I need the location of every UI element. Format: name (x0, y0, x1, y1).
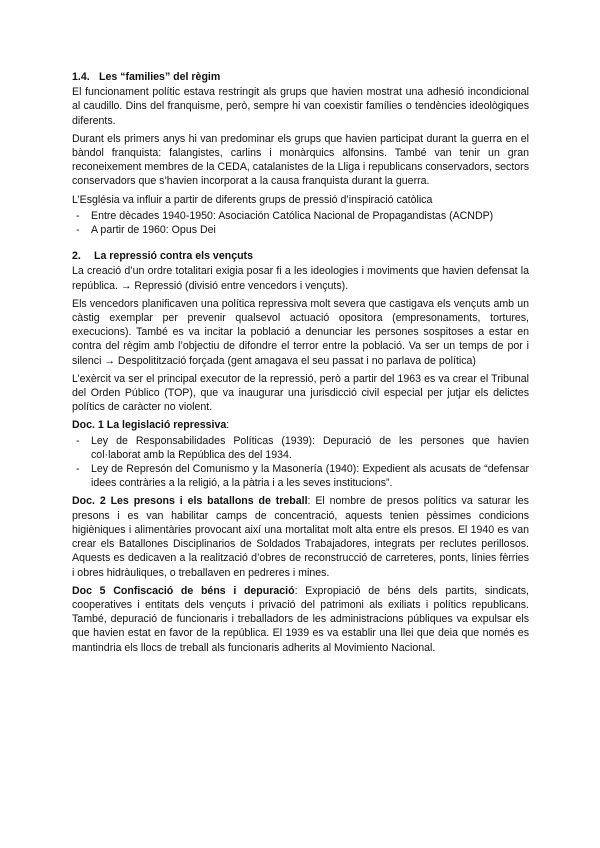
doc5-paragraph (72, 584, 529, 655)
section-number: 2. (72, 250, 81, 263)
section-heading-1-4 (72, 70, 529, 84)
paragraph: L’Església va influir a partir de diferents grups de pressió d’inspiració catòlica (72, 193, 433, 206)
list-item (72, 209, 529, 223)
doc1-heading-line (72, 418, 529, 432)
list-item-text: Ley de Responsabilidades Políticas (1939): Depuració de les persones que havien col·laborat amb la República des del 1934. (91, 434, 529, 461)
list-item (72, 462, 529, 490)
section-title: Les “families” del règim (99, 71, 221, 83)
repressive-laws-list (72, 434, 529, 491)
doc2-paragraph (72, 494, 529, 579)
doc5-title: Doc 5 Confiscació de béns i depuració (72, 584, 295, 597)
doc2-text: : El nombre de presos polítics va saturar les presons i es van habilitar camps de concentració, aquests tenien pèssimes condicions higièniques i alimentàries provocant així una mortalitat molt alta entre els presos. El 1940 es van crear els Batallones Disciplinarios de Soldados Trabajadores, integrats per reclutes perillosos. Aquests es dedicaven a la realització d’obres de reconstrucció de carreteres, ponts, línies fèrries i obres hidràuliques, o treballaven en pedreres i mines. (72, 495, 529, 579)
section-number: 1.4. (72, 71, 90, 83)
doc1-title: Doc. 1 La legislació repressiva (72, 419, 227, 432)
church-groups-list (72, 209, 529, 237)
section-heading-2 (72, 249, 529, 263)
paragraph: Els vencedors planificaven una política repressiva molt severa que castigava els vençuts amb un càstig exemplar per prevenir qualsevol actuació opositora (empresonaments, tortures, execucions). També es va incitar la població a denunciar les persones sospitoses a estar en contra del règim amb l’objectiu de difondre el terror entre la població. Va ser un temps de por i silenci → Despolitització forçada (gent amagava el seu passat i no parlava de política) (72, 297, 529, 367)
paragraph: El funcionament polític estava restringit als grups que havien mostrat una adhesió incondicional al caudillo. Dins del franquisme, però, sempre hi van coexistir famílies o tendències ideològiques diferents. (72, 86, 529, 127)
paragraph: L’exèrcit va ser el principal executor de la repressió, però a partir del 1963 es va crear el Tribunal del Orden Público (TOP), que va inaugurar una jurisdicció civil especial per jutjar els delictes polítics de caràcter no violent. (72, 372, 529, 414)
dash-bullet: - (76, 434, 80, 447)
doc5-text: : Expropiació de béns dels partits, sindicats, cooperatives i entitats dels vençuts i privació del patrimoni als exiliats i polítics republicans. També, depuració de funcionaris i treballadors de les administracions públiques va expulsar els que havien estat en favor de la república. El 1939 es va establir una llei que deia que només es mantindria els llocs de treball als funcionaris adherits al Movimiento Nacional. (72, 584, 529, 654)
paragraph: La creació d’un ordre totalitari exigia posar fi a les ideologies i moviments que havien defensat la república. → Repressió (divisió entre vencedors i vençuts). (72, 265, 529, 292)
doc2-title: Doc. 2 Les presons i els batallons de treball (72, 495, 308, 508)
doc1-colon: : (226, 419, 230, 432)
dash-bullet: - (76, 463, 80, 476)
dash-bullet: - (76, 209, 80, 222)
list-item (72, 434, 529, 462)
list-item-text: Entre dècades 1940-1950: Asociación Católica Nacional de Propagandistas (ACNDP) (91, 209, 494, 222)
section-title: La repressió contra els vençuts (94, 250, 253, 263)
list-item-text: A partir de 1960: Opus Dei (91, 224, 216, 237)
document-body (72, 70, 529, 659)
list-item-text: Ley de Represón del Comunismo y la Masonería (1940): Expedient als acusats de “defensar idees contràries a la religió, a la pàtria i a les seves institucions”. (91, 463, 529, 490)
dash-bullet: - (76, 224, 80, 237)
paragraph: Durant els primers anys hi van predominar els grups que havien participat durant la guerra en el bàndol franquista: falangistes, carlins i monàrquics alfonsins. També van tenir un gran reconeixement membres de la CEDA, catalanistes de la Lliga i republicans conservadors, sectors conservadors que s’havien incorporat a la causa franquista durant la guerra. (72, 132, 529, 188)
list-item (72, 223, 529, 237)
